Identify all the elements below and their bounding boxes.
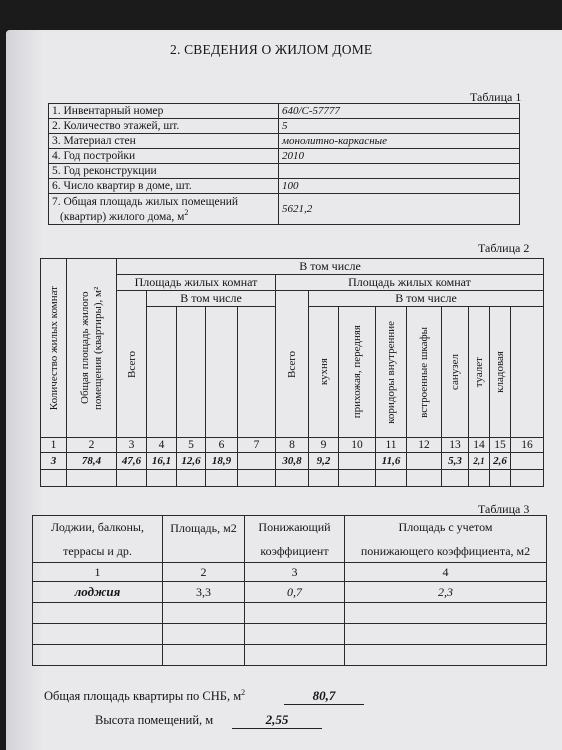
- header-text: Общая площадь жилого помещения (квартиры), м²: [78, 286, 104, 410]
- col-number: 2: [67, 438, 117, 453]
- header-text: встроенные шкафы: [418, 326, 430, 418]
- cell-empty: [147, 470, 177, 487]
- cell-value: 78,4: [67, 453, 117, 470]
- table-row: [33, 582, 547, 603]
- cell-value: 30,8: [276, 453, 309, 470]
- cell-empty: [163, 645, 245, 666]
- cell-value: 12,6: [177, 453, 206, 470]
- cell-empty: [245, 603, 345, 624]
- col-number: 2: [163, 563, 245, 582]
- total-area-label: [44, 688, 245, 704]
- col-number: 12: [407, 438, 442, 453]
- col-number: 7: [238, 438, 276, 453]
- cell-empty: [163, 624, 245, 645]
- cell-empty: [67, 470, 117, 487]
- cell-value: 9,2: [309, 453, 339, 470]
- header-total-area: [67, 259, 117, 438]
- col-number: 4: [147, 438, 177, 453]
- row-value: 5: [279, 119, 520, 134]
- cell-value: 16,1: [147, 453, 177, 470]
- header-empty: [177, 307, 206, 438]
- cell-empty: [339, 470, 376, 487]
- total-area-text: Общая площадь квартиры по СНБ, м: [44, 689, 242, 704]
- header-empty: [147, 307, 177, 438]
- cell-empty: [33, 624, 163, 645]
- table-row: [49, 164, 520, 179]
- col-number: 14: [469, 438, 490, 453]
- header-rooms-count: [41, 259, 67, 438]
- cell-value: [407, 453, 442, 470]
- row-label: 4. Год постройки: [49, 149, 279, 164]
- height-value: 2,55: [232, 712, 322, 729]
- header-text: Понижающий: [258, 519, 331, 534]
- table1-label: Таблица 1: [470, 90, 522, 104]
- header-text: санузел: [449, 353, 461, 390]
- area-label-line2: [52, 208, 278, 223]
- header-text: террасы и др.: [63, 543, 132, 558]
- header-text: Всего: [125, 350, 138, 378]
- cell-value: 2,6: [490, 453, 511, 470]
- header-in-total: В том числе: [117, 259, 544, 275]
- cell-value: [339, 453, 376, 470]
- col-number: 10: [339, 438, 376, 453]
- header-in-total-2: В том числе: [147, 291, 276, 307]
- col-number: 9: [309, 438, 339, 453]
- row-value: [279, 164, 520, 179]
- cell-empty: [407, 470, 442, 487]
- cell-value: 0,7: [245, 582, 345, 603]
- row-label: 1. Инвентарный номер: [49, 104, 279, 119]
- table-row: [33, 603, 547, 624]
- cell-empty: [276, 470, 309, 487]
- table-row: [49, 179, 520, 194]
- column-numbers-row: [33, 563, 547, 582]
- col-number: 16: [511, 438, 544, 453]
- cell-empty: [345, 603, 547, 624]
- row-label: 3. Материал стен: [49, 134, 279, 149]
- section-title: 2. СВЕДЕНИЯ О ЖИЛОМ ДОМЕ: [170, 42, 373, 57]
- cell-empty: [238, 470, 276, 487]
- cell-value: 18,9: [206, 453, 238, 470]
- cell-empty: [163, 603, 245, 624]
- header-text: Всего: [286, 350, 298, 378]
- header-in-total-3: В том числе: [309, 291, 544, 307]
- cell-empty: [376, 470, 407, 487]
- cell-value: 2,1: [469, 453, 490, 470]
- header-loggia: [33, 516, 163, 563]
- cell-empty: [33, 645, 163, 666]
- col-number: 5: [177, 438, 206, 453]
- header-empty: [511, 307, 544, 438]
- table-row: [49, 134, 520, 149]
- table-row: [49, 149, 520, 164]
- cell-empty: [309, 470, 339, 487]
- cell-value: 5,3: [442, 453, 469, 470]
- header-text: прихожая, передняя: [351, 325, 363, 419]
- cell-empty: [345, 645, 547, 666]
- col-number: 13: [442, 438, 469, 453]
- header-empty: [206, 307, 238, 438]
- cell-empty: [245, 624, 345, 645]
- header-nonliving-area: Площадь жилых комнат: [276, 275, 544, 291]
- header-text: Площадь с учетом: [398, 519, 493, 534]
- total-area-value: 80,7: [284, 688, 364, 705]
- total-area-sup: 2: [241, 688, 246, 697]
- height-label: Высота помещений, м: [95, 713, 214, 727]
- header-total-2: [276, 291, 309, 438]
- header-total: [117, 291, 147, 438]
- row-value: 640/С-57777: [279, 104, 520, 119]
- row-label: 5. Год реконструкции: [49, 164, 279, 179]
- column-numbers-row: [41, 438, 544, 453]
- cell-value: [238, 453, 276, 470]
- table-row: [41, 470, 544, 487]
- header-text: туалет: [473, 356, 485, 388]
- table2-label: Таблица 2: [478, 241, 530, 255]
- col-number: 1: [41, 438, 67, 453]
- header-closets: [407, 307, 442, 438]
- header-storage: [490, 307, 511, 438]
- table-row: [33, 645, 547, 666]
- header-toilet: [469, 307, 490, 438]
- cell-value: 2,3: [345, 582, 547, 603]
- row-value: 2010: [279, 149, 520, 164]
- table-row: [49, 194, 520, 225]
- col-number: 15: [490, 438, 511, 453]
- col-number: 8: [276, 438, 309, 453]
- cell-empty: [490, 470, 511, 487]
- cell-empty: [345, 624, 547, 645]
- cell-empty: [511, 470, 544, 487]
- header-coef: [245, 516, 345, 563]
- row-value: 100: [279, 179, 520, 194]
- cell-empty: [177, 470, 206, 487]
- header-hall: [339, 307, 376, 438]
- header-empty: [238, 307, 276, 438]
- header-bath: [442, 307, 469, 438]
- table-row: [33, 624, 547, 645]
- row-label: 2. Количество этажей, шт.: [49, 119, 279, 134]
- cell-empty: [33, 603, 163, 624]
- cell-value: [511, 453, 544, 470]
- col-number: 11: [376, 438, 407, 453]
- col-number: 3: [245, 563, 345, 582]
- header-corridors: [376, 307, 407, 438]
- area-sup: 2: [184, 207, 189, 217]
- col-number: 3: [117, 438, 147, 453]
- header-text: кухня: [317, 358, 330, 386]
- area-value: 5621,2: [279, 194, 520, 225]
- table3-label: Таблица 3: [478, 502, 530, 516]
- row-label: 6. Число квартир в доме, шт.: [49, 179, 279, 194]
- area-label-line1: 7. Общая площадь жилых помещений: [52, 195, 239, 208]
- col-number: 6: [206, 438, 238, 453]
- cell-value: 3: [41, 453, 67, 470]
- header-area: Площадь, м2: [163, 516, 245, 563]
- cell-value: лоджия: [33, 582, 163, 603]
- table-row: [49, 119, 520, 134]
- cell-empty: [117, 470, 147, 487]
- cell-value: 3,3: [163, 582, 245, 603]
- table-header-row: [33, 516, 547, 563]
- col-number: 4: [345, 563, 547, 582]
- cell-empty: [245, 645, 345, 666]
- cell-value: 47,6: [117, 453, 147, 470]
- table-2: [40, 258, 544, 487]
- cell-empty: [469, 470, 490, 487]
- cell-value: 11,6: [376, 453, 407, 470]
- header-text: понижающего коэффициента, м2: [360, 543, 531, 558]
- cell-empty: [41, 470, 67, 487]
- table-3: [32, 515, 547, 666]
- col-number: 1: [33, 563, 163, 582]
- header-text: коридоры внутренние: [385, 320, 397, 424]
- cell-empty: [442, 470, 469, 487]
- header-reduced-area: [345, 516, 547, 563]
- table-row: [49, 104, 520, 119]
- row-value: монолитно-каркасные: [279, 134, 520, 149]
- header-text: кладовая: [494, 351, 506, 393]
- table-row: [41, 453, 544, 470]
- header-kitchen: [309, 307, 339, 438]
- table-1: [48, 103, 520, 225]
- header-text: Лоджии, балконы,: [51, 519, 144, 534]
- area-label: [49, 194, 279, 225]
- header-living-area: Площадь жилых комнат: [117, 275, 276, 291]
- header-text: коэффициент: [260, 543, 329, 558]
- area-label-text: (квартир) жилого дома, м: [60, 210, 185, 223]
- header-text: Количество жилых комнат: [47, 285, 60, 411]
- cell-empty: [206, 470, 238, 487]
